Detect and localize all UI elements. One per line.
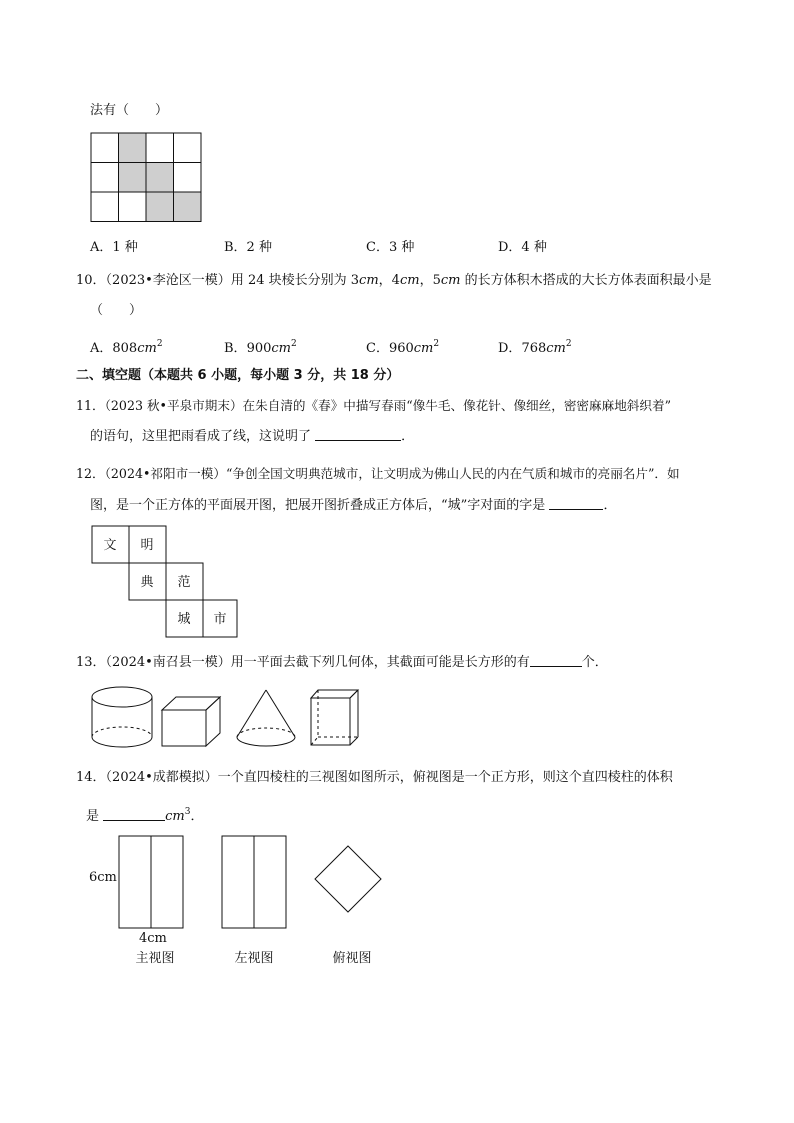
q9-option-b: B．2 种: [224, 240, 272, 255]
q10-stem: 10．（2023•李沧区一模）用 24 块棱长分别为 3cm，4cm，5cm 的长方体积木搭成的大长方体表面积最小是: [76, 273, 712, 288]
q10-option-b: B．$900cm^2$: [224, 339, 297, 356]
net-char-cheng: 城: [177, 612, 191, 627]
view-label-top: 俯视图: [332, 951, 372, 966]
q12-line1: 12．（2024•祁阳市一模）“争创全国文明典范城市，让文明成为佛山人民的内在气质和城市的亮丽名片”．如: [76, 466, 680, 481]
net-char-dian: 典: [140, 575, 154, 590]
q14-line1: 14．（2024•成都模拟）一个直四棱柱的三视图如图所示，俯视图是一个正方形，则这个直四棱柱的体积: [76, 770, 673, 785]
q10-paren: （ ）: [90, 303, 143, 318]
net-char-ming: 明: [140, 538, 154, 553]
q13-stem: 13．（2024•南召县一模）用一平面去截下列几何体，其截面可能是长方形的有 个．: [76, 655, 608, 670]
dim-height-label: 6cm: [89, 870, 117, 885]
q14-line2: 是 $cm^3$．: [86, 807, 204, 824]
view-label-front: 主视图: [135, 951, 175, 966]
q9-option-a: A．1 种: [90, 240, 138, 255]
top-view: [315, 846, 381, 912]
section-title: 二、填空题（本题共 6 小题，每小题 3 分，共 18 分）: [76, 368, 400, 383]
net-char-wen: 文: [103, 538, 117, 553]
q9-tail: 法有（ ）: [90, 103, 169, 118]
q10-option-c: C．$960cm^2$: [366, 339, 440, 356]
q11-line2: 的语句，这里把雨看成了线，这说明了 ．: [90, 429, 415, 444]
net-char-shi: 市: [213, 612, 227, 627]
dim-width-label: 4cm: [139, 931, 167, 946]
q9-option-d: D．4 种: [498, 240, 547, 255]
front-view: [119, 836, 183, 928]
view-label-left: 左视图: [234, 951, 274, 966]
q9-option-c: C．3 种: [366, 240, 415, 255]
q10-option-d: D．$768cm^2$: [498, 339, 572, 356]
q10-option-a: A．$808cm^2$: [90, 339, 163, 356]
net-char-fan: 范: [177, 575, 191, 590]
q12-line2: 图，是一个正方体的平面展开图，把展开图折叠成正方体后，“城”字对面的字是 ．: [90, 498, 617, 513]
q11-line1: 11．（2023 秋•平泉市期末）在朱自清的《春》中描写春雨“像牛毛、像花针、像细丝，密密麻麻地斜织着”: [76, 398, 672, 413]
left-view: [222, 836, 286, 928]
